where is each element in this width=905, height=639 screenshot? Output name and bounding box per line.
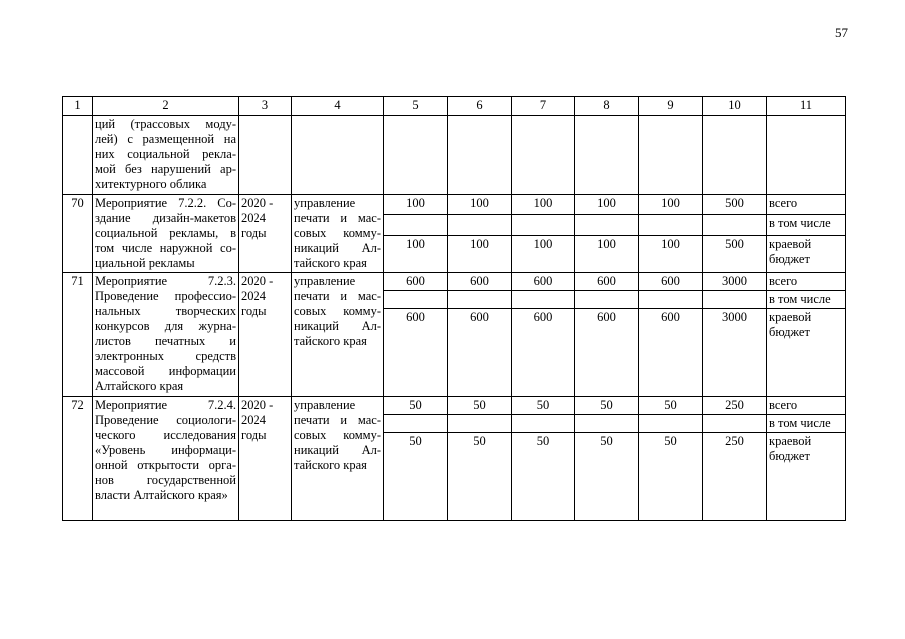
amount-regional: 100 <box>448 235 512 272</box>
row-number: 70 <box>63 195 93 273</box>
table-row <box>63 195 846 215</box>
program-measures-table <box>62 96 846 521</box>
executor: управление печати и мас- совых комму- никаций Ал- тайского края <box>292 195 384 273</box>
period: 2020 - 2024 годы <box>239 397 292 521</box>
header-cell: 3 <box>239 97 292 116</box>
amount-total: 3000 <box>703 273 767 291</box>
amount-total: 50 <box>639 397 703 415</box>
header-cell: 11 <box>767 97 846 116</box>
amount-regional: 600 <box>575 309 639 397</box>
executor: управление печати и мас- совых комму- никаций Ал- тайского края <box>292 273 384 397</box>
amount-regional: 100 <box>639 235 703 272</box>
amount-total: 250 <box>703 397 767 415</box>
amount-regional: 600 <box>512 309 575 397</box>
amount-regional: 100 <box>384 235 448 272</box>
amount-total: 100 <box>448 195 512 215</box>
amount-regional: 600 <box>448 309 512 397</box>
source-regional: краевой бюджет <box>767 235 846 272</box>
amount-regional: 50 <box>639 433 703 521</box>
header-cell: 10 <box>703 97 767 116</box>
amount-total: 100 <box>575 195 639 215</box>
row-number: 71 <box>63 273 93 397</box>
header-cell: 1 <box>63 97 93 116</box>
row-number: 72 <box>63 397 93 521</box>
amount-total: 600 <box>575 273 639 291</box>
amount-total: 50 <box>448 397 512 415</box>
amount-total: 600 <box>448 273 512 291</box>
measure-description: Мероприятие 7.2.2. Со- здание дизайн-макетов социальной рекламы, в том числе наружной со- циальной рекламы <box>93 195 239 273</box>
amount-regional: 3000 <box>703 309 767 397</box>
amount-regional: 100 <box>575 235 639 272</box>
period: 2020 - 2024 годы <box>239 273 292 397</box>
header-cell: 2 <box>93 97 239 116</box>
amount-total: 600 <box>512 273 575 291</box>
amount-total: 50 <box>575 397 639 415</box>
source-total: всего <box>767 397 846 415</box>
table-row <box>63 273 846 291</box>
amount-total: 50 <box>384 397 448 415</box>
source-including: в том числе <box>767 415 846 433</box>
amount-regional: 50 <box>512 433 575 521</box>
header-cell: 5 <box>384 97 448 116</box>
amount-total: 100 <box>384 195 448 215</box>
executor: управление печати и мас- совых комму- никаций Ал- тайского края <box>292 397 384 521</box>
measure-description: Мероприятие 7.2.4. Проведение социологи- ческого исследования «Уровень информаци- онной открытости орга- нов государственной власти Алтайского края» <box>93 397 239 521</box>
amount-total: 600 <box>639 273 703 291</box>
amount-regional: 50 <box>384 433 448 521</box>
page-number: 57 <box>835 25 848 40</box>
header-cell: 9 <box>639 97 703 116</box>
measure-description: Мероприятие 7.2.3. Проведение профессио- нальных творческих конкурсов для журна- листов печатных и электронных средств массовой информации Алтайского края <box>93 273 239 397</box>
source-total: всего <box>767 273 846 291</box>
amount-regional: 250 <box>703 433 767 521</box>
amount-regional: 600 <box>384 309 448 397</box>
header-cell: 8 <box>575 97 639 116</box>
amount-regional: 50 <box>575 433 639 521</box>
amount-regional: 50 <box>448 433 512 521</box>
amount-total: 500 <box>703 195 767 215</box>
amount-total: 100 <box>639 195 703 215</box>
header-row <box>63 97 846 116</box>
source-regional: краевой бюджет <box>767 433 846 521</box>
table-row <box>63 397 846 415</box>
continuation-row <box>63 116 846 195</box>
header-cell: 7 <box>512 97 575 116</box>
amount-total: 50 <box>512 397 575 415</box>
continuation-description: ций (трассовых моду- лей) с размещенной на них социальной рекла- мой без нарушений ар- хитектурного облика <box>93 116 239 195</box>
source-total: всего <box>767 195 846 215</box>
source-regional: краевой бюджет <box>767 309 846 397</box>
amount-total: 600 <box>384 273 448 291</box>
amount-total: 100 <box>512 195 575 215</box>
source-including: в том числе <box>767 215 846 235</box>
amount-regional: 500 <box>703 235 767 272</box>
source-including: в том числе <box>767 291 846 309</box>
period: 2020 - 2024 годы <box>239 195 292 273</box>
header-cell: 6 <box>448 97 512 116</box>
amount-regional: 100 <box>512 235 575 272</box>
header-cell: 4 <box>292 97 384 116</box>
amount-regional: 600 <box>639 309 703 397</box>
